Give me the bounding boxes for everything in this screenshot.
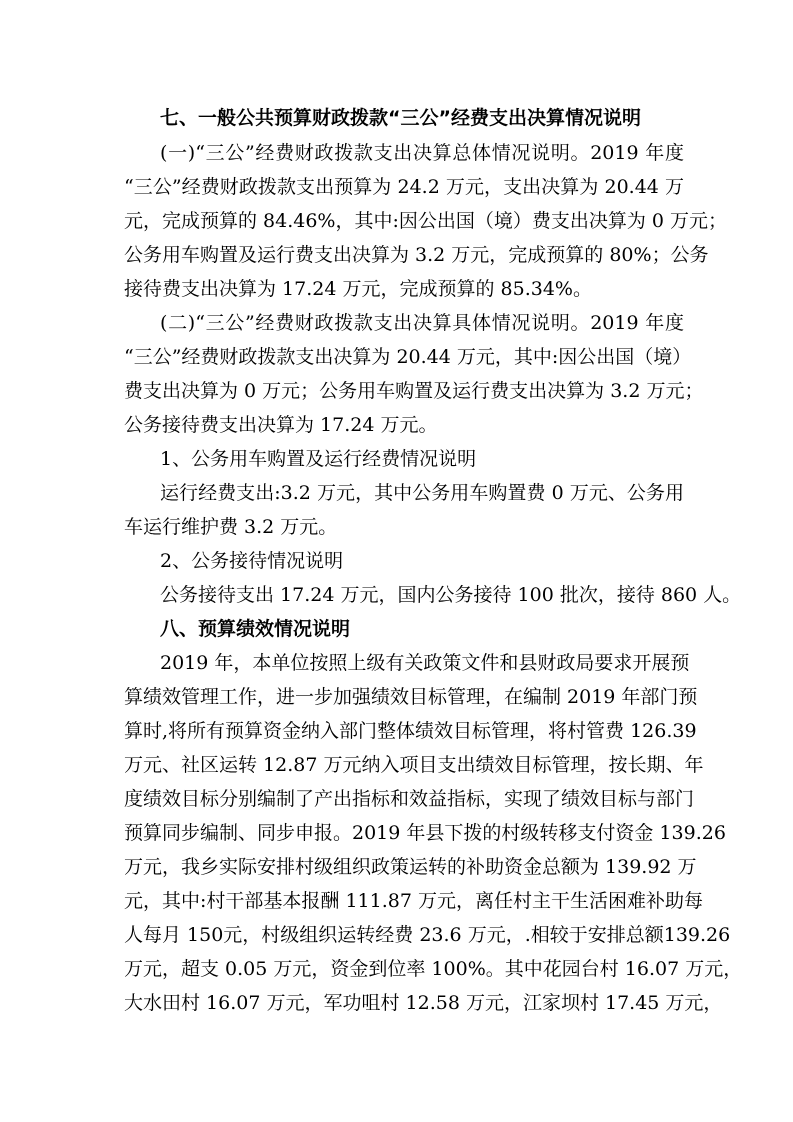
s8-p1-line: 2019 年，本单位按照上级有关政策文件和县财政局要求开展预 [160, 652, 690, 674]
s8-p1-line: 预算同步编制、同步申报。2019 年县下拨的村级转移支付资金 139.26 [124, 822, 726, 844]
s7-sub1-line: 运行经费支出:3.2 万元，其中公务用车购置费 0 万元、公务用 [160, 482, 684, 504]
s8-p1-line: 万元，我乡实际安排村级组织政策运转的补助资金总额为 139.92 万 [124, 856, 697, 878]
s7-p2-line: 公务接待费支出决算为 17.24 万元。 [124, 414, 438, 436]
s8-p1-line: 算绩效管理工作，进一步加强绩效目标管理，在编制 2019 年部门预 [124, 686, 698, 708]
section-7-heading: 七、一般公共预算财政拨款“三公”经费支出决算情况说明 [160, 107, 641, 129]
s7-sub2-line: 公务接待支出 17.24 万元，国内公务接待 100 批次，接待 860 人。 [160, 584, 742, 606]
s8-p1-line: 万元，超支 0.05 万元，资金到位率 100%。其中花园台村 16.07 万元， [124, 958, 743, 980]
s7-p1-line: 公务用车购置及运行费支出决算为 3.2 万元，完成预算的 80%；公务 [124, 244, 709, 266]
s7-p2-line: “三公”经费财政拨款支出决算为 20.44 万元，其中:因公出国（境） [124, 346, 692, 368]
s7-p2-line: 费支出决算为 0 万元；公务用车购置及运行费支出决算为 3.2 万元； [124, 380, 704, 402]
s7-sub2-title: 2、公务接待情况说明 [160, 550, 344, 572]
s8-p1-line: 万元、社区运转 12.87 万元纳入项目支出绩效目标管理，按长期、年 [124, 754, 704, 776]
s7-p1-line: “三公”经费财政拨款支出预算为 24.2 万元，支出决算为 20.44 万 [124, 176, 684, 198]
s7-sub1-line: 车运行维护费 3.2 万元。 [124, 516, 338, 538]
s8-p1-line: 度绩效目标分别编制了产出指标和效益指标，实现了绩效目标与部门 [124, 788, 695, 810]
s8-p1-line: 算时,将所有预算资金纳入部门整体绩效目标管理，将村管费 126.39 [124, 720, 697, 742]
s8-p1-line: 人每月 150元，村级组织运转经费 23.6 万元，.相较于安排总额139.26 [124, 924, 731, 946]
s7-p2-line: (二)“三公”经费财政拨款支出决算具体情况说明。2019 年度 [160, 312, 684, 334]
s7-p1-line: (一)“三公”经费财政拨款支出决算总体情况说明。2019 年度 [160, 142, 684, 164]
s7-sub1-title: 1、公务用车购置及运行经费情况说明 [160, 448, 477, 470]
s8-p1-line: 元，其中:村干部基本报酬 111.87 万元，离任村主干生活困难补助每 [124, 890, 703, 912]
s7-p1-line: 接待费支出决算为 17.24 万元，完成预算的 85.34%。 [124, 278, 592, 300]
section-8-heading: 八、预算绩效情况说明 [160, 618, 351, 640]
s8-p1-line: 大水田村 16.07 万元，军功咀村 12.58 万元，江家坝村 17.45 万元， [124, 992, 723, 1014]
s7-p1-line: 元，完成预算的 84.46%，其中:因公出国（境）费支出决算为 0 万元； [124, 210, 728, 232]
